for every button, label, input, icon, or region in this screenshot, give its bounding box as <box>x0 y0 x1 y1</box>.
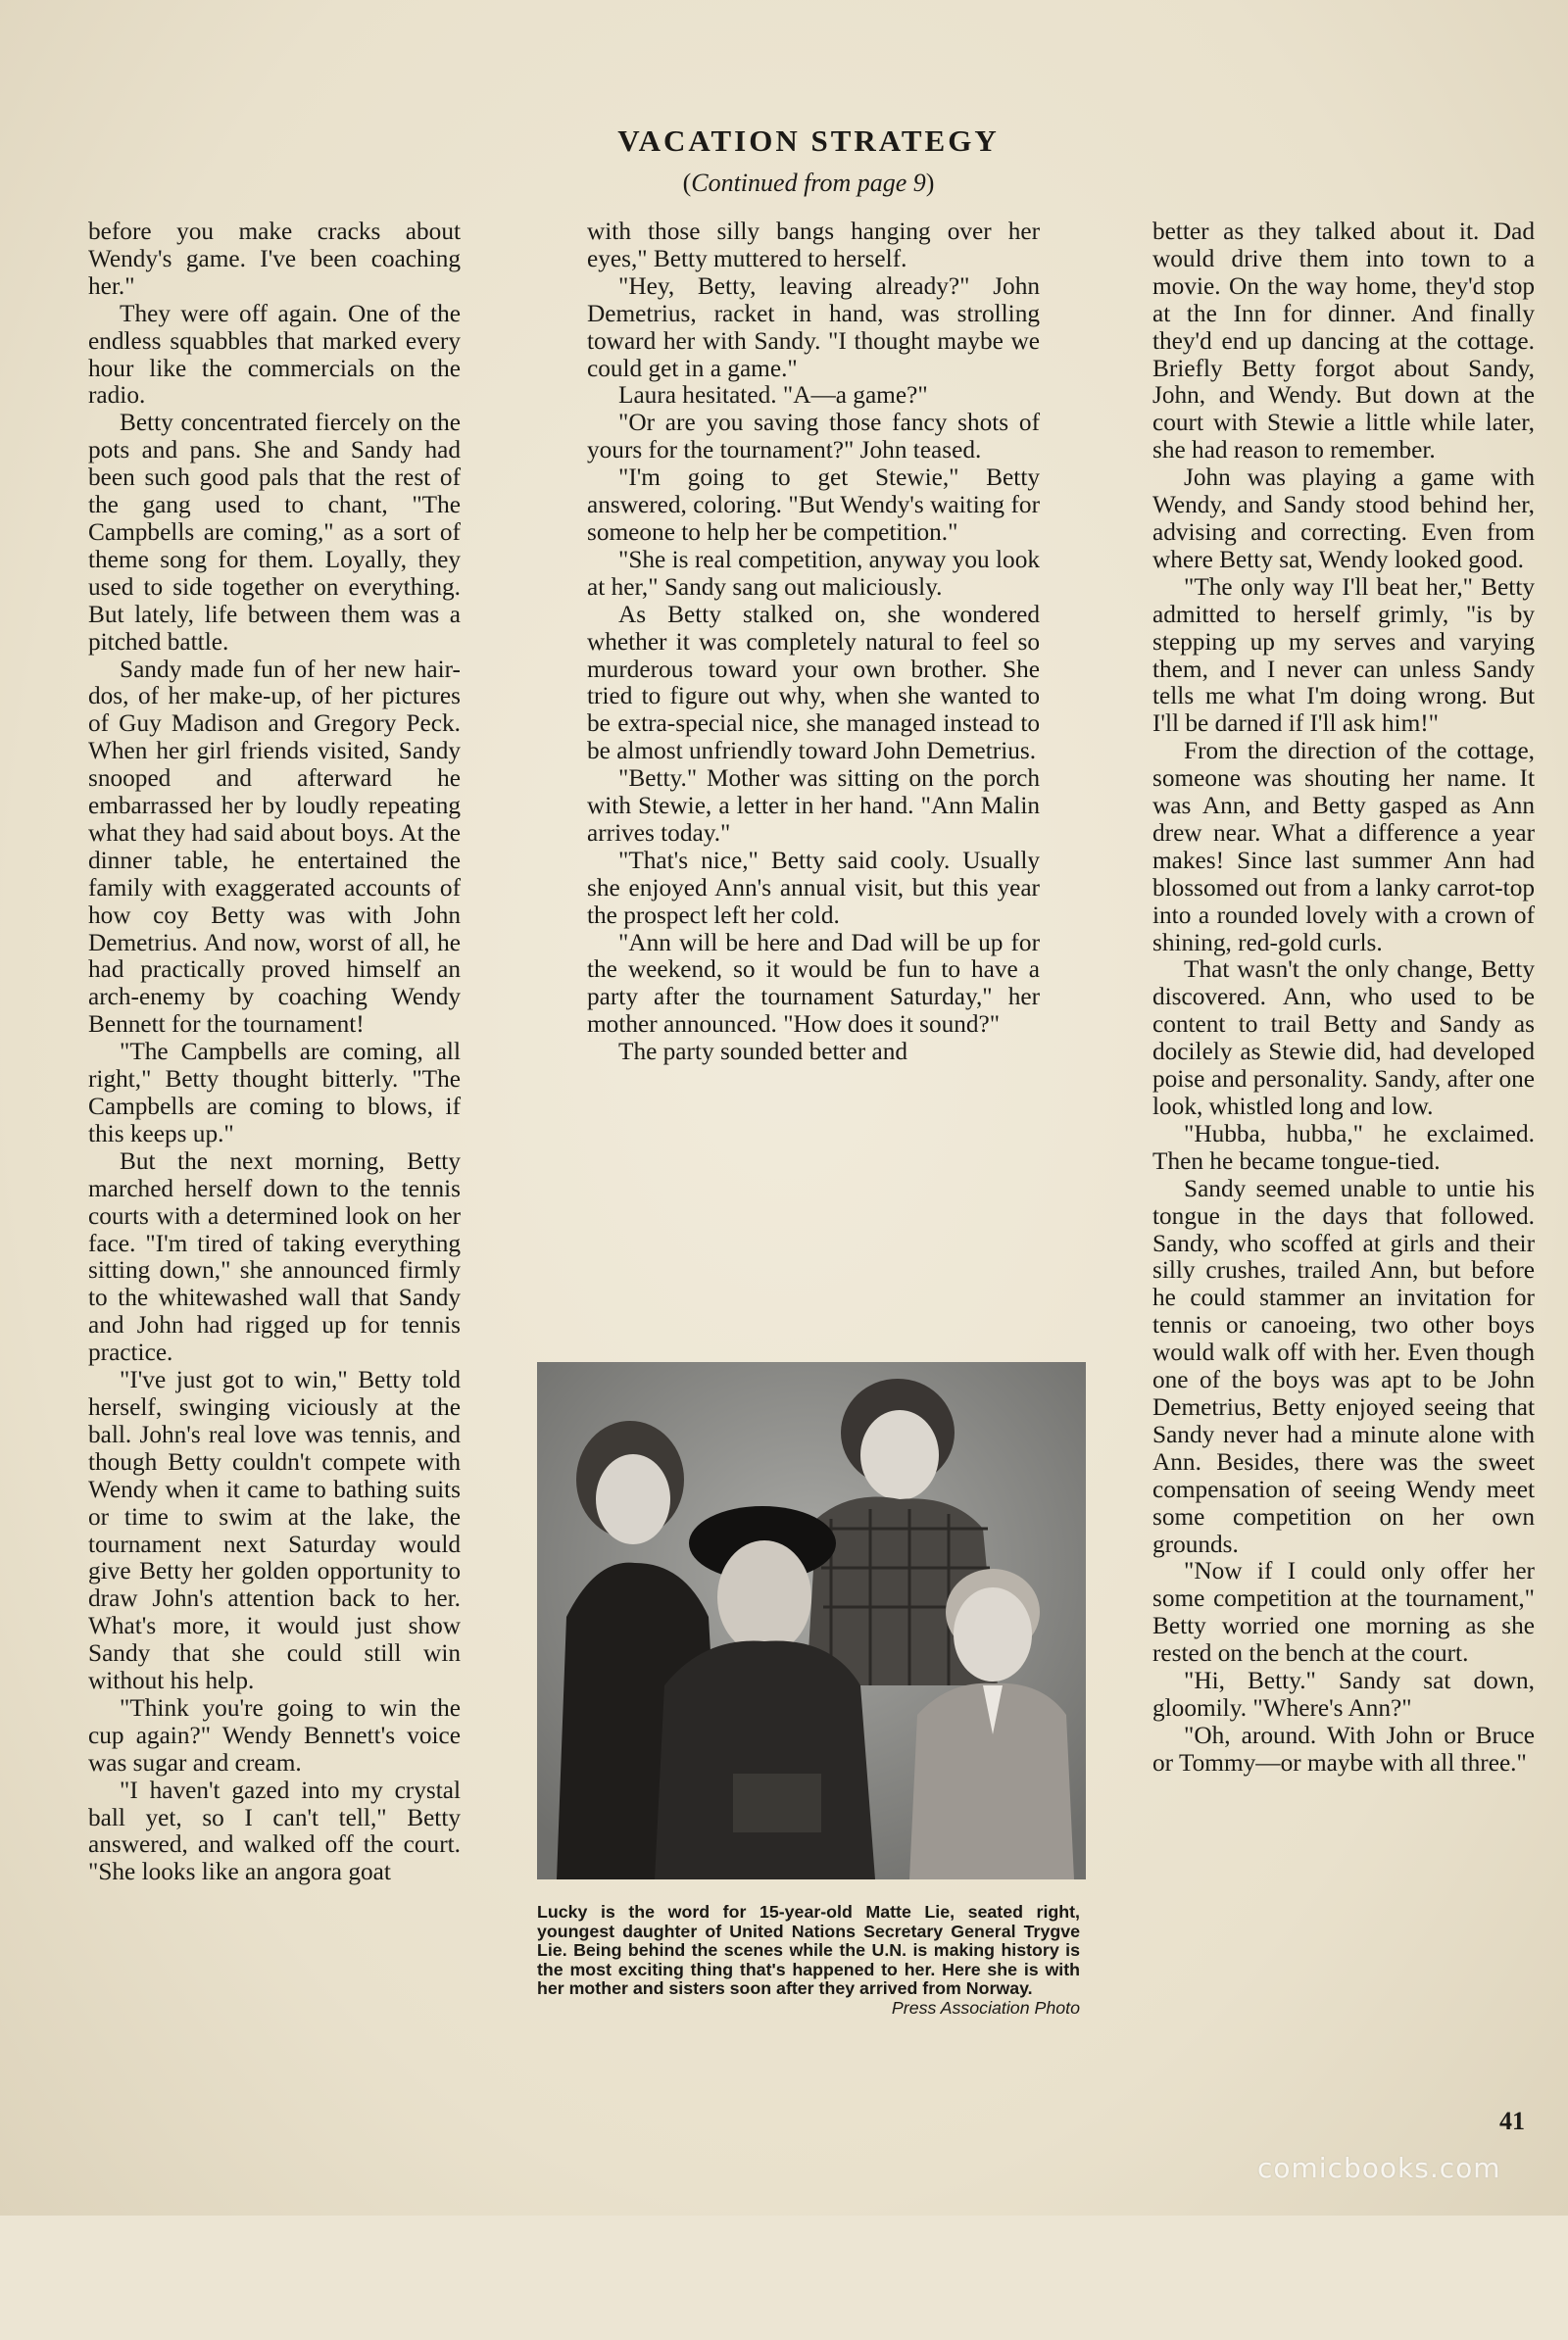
paragraph: with those silly bangs hanging over her eyes," Betty muttered to herself. <box>587 218 1040 272</box>
paragraph: Sandy seemed unable to untie his tongue in the days that followed. Sandy, who scoffed at girls and their silly crushes, trailed Ann, but before he could stammer an invitation for tennis or canoeing, two other boys would walk off with her. Even though one of the boys was apt to be John Demetrius, Betty enjoyed seeing that Sandy never had a minute alone with Ann. Besides, there was the sweet compensation of seeing Wendy meet some competition on her own grounds. <box>1152 1174 1535 1558</box>
paragraph: "Now if I could only offer her some competition at the tournament," Betty worried one morning as she rested on the bench at the court. <box>1152 1557 1535 1668</box>
paragraph: "Hey, Betty, leaving already?" John Demetrius, racket in hand, was strolling toward her with Sandy. "I thought maybe we could get in a game." <box>587 271 1040 382</box>
paragraph: "Hubba, hubba," he exclaimed. Then he became tongue-tied. <box>1152 1119 1535 1175</box>
paragraph: "I'm going to get Stewie," Betty answered, coloring. "But Wendy's waiting for someone to help her be competition." <box>587 463 1040 546</box>
paragraph: The party sounded better and <box>618 1038 908 1066</box>
photo-wrap-space <box>1086 1306 1152 2051</box>
paragraph: But the next morning, Betty marched herself down to the tennis courts with a determined look on her face. "I'm tired of taking everything sitting down," she announced firmly to the whitewashed wall that Sandy and John had rigged up for tennis practice. <box>88 1146 461 1367</box>
watermark: comicbooks.com <box>1257 2152 1501 2184</box>
paragraph: Laura hesitated. "A—a game?" <box>618 381 928 410</box>
paragraph: "Or are you saving those fancy shots of yours for the tournament?" John teased. <box>587 409 1040 464</box>
paragraph: before you make cracks about Wendy's game. I've been coaching her." <box>88 218 461 300</box>
paragraph: "I've just got to win," Betty told herself, swinging viciously at the ball. John's real love was tennis, and though Betty couldn't compete with Wendy when it came to bathing suits or time to swim at the lake, the tournament next Saturday would give Betty her golden opportunity to draw John's attention back to her. What's more, it would just show Sandy that she could still win without his help. <box>88 1366 461 1695</box>
paragraph: That wasn't the only change, Betty discovered. Ann, who used to be content to trail Betty and Sandy as docilely as Stewie did, had developed poise and personality. Sandy, after one look, whistled long and low. <box>1152 955 1535 1120</box>
paragraph: Sandy made fun of her new hair-dos, of her make-up, of her pictures of Guy Madison and Gregory Peck. When her girl friends visited, Sandy snooped and afterward he embarrassed her by loudly repeating what they had said about boys. At the dinner table, he entertained the family with exaggerated accounts of how coy Betty was with John Demetrius. And now, worst of all, he had practically proved himself an arch-enemy by coaching Wendy Bennett for the tournament! <box>88 655 461 1039</box>
paragraph: "That's nice," Betty said cooly. Usually she enjoyed Ann's annual visit, but this year the prospect left her cold. <box>587 846 1040 929</box>
paragraph: "Betty." Mother was sitting on the porch with Stewie, a letter in her hand. "Ann Malin arrives today." <box>587 764 1040 847</box>
continued-text: Continued from page 9 <box>691 169 926 197</box>
family-photo <box>537 1362 1086 1879</box>
paragraph: As Betty stalked on, she wondered whether it was completely natural to feel so murderous toward your own brother. She tried to figure out why, when she wanted to be extra-special nice, she managed instead to be almost unfriendly toward John Demetrius. <box>587 600 1040 765</box>
photo-wrap-space <box>461 1321 539 2340</box>
paragraph: They were off again. One of the endless squabbles that marked every hour like the commercials on the radio. <box>88 299 461 410</box>
paragraph: "The only way I'll beat her," Betty admitted to herself grimly, "is by stepping up my serves and varying them, and I never can unless Sandy tells me what I'm doing wrong. But I'll be darned if I'll ask him!" <box>1152 572 1535 738</box>
column-1 <box>88 219 539 2100</box>
paragraph: "Think you're going to win the cup again?" Wendy Bennett's voice was sugar and cream. <box>88 1693 461 1777</box>
continued-note: (Continued from page 9) <box>682 169 935 197</box>
paragraph: From the direction of the cottage, someone was shouting her name. It was Ann, and Betty gasped as Ann drew near. What a difference a year makes! Since last summer Ann had blossomed out from a lanky carrot-top into a rounded lovely with a crown of shining, red-gold curls. <box>1152 737 1535 956</box>
paragraph: "Oh, around. With John or Bruce or Tommy—or maybe with all three." <box>1152 1721 1535 1777</box>
page-number: 41 <box>1499 2107 1525 2135</box>
paragraph: better as they talked about it. Dad would drive them into town to a movie. On the way home, they'd stop at the Inn for dinner. And finally they'd end up dancing at the cottage. Briefly Betty forgot about Sandy, John, and Wendy. But down at the court with Stewie a little while later, she had reason to remember. <box>1152 218 1535 464</box>
paragraph: "Ann will be here and Dad will be up for the weekend, so it would be fun to have a party after the tournament Saturday," her mother announced. "How does it sound?" <box>587 928 1040 1039</box>
photo-credit: Press Association Photo <box>891 1997 1080 2018</box>
family-photo-illustration <box>537 1362 1086 1879</box>
story-title: VACATION STRATEGY <box>617 123 1000 158</box>
paragraph: "The Campbells are coming, all right," Betty thought bitterly. "The Campbells are coming to blows, if this keeps up." <box>88 1038 461 1147</box>
caption-text: Lucky is the word for 15-year-old Matte Lie, seated right, youngest daughter of United Nations Secretary General Trygve Lie. Being behind the scenes while the U.N. is making history is the most exciting thing that's happened to her. Here she is with her mother and sisters soon after they arrived from Norway. <box>537 1902 1080 1999</box>
paragraph: John was playing a game with Wendy, and Sandy stood behind her, advising and correcting. Even from where Betty sat, Wendy looked good. <box>1152 463 1535 573</box>
photo-caption <box>537 1903 1080 2019</box>
paragraph: "Hi, Betty." Sandy sat down, gloomily. "Where's Ann?" <box>1152 1667 1535 1722</box>
column-3 <box>1086 219 1535 2100</box>
paragraph: "I haven't gazed into my crystal ball yet, so I can't tell," Betty answered, and walked off the court. "She looks like an angora goat <box>88 1776 461 1886</box>
paragraph: Betty concentrated fiercely on the pots and pans. She and Sandy had been such good pals that the rest of the gang used to chant, "The Campbells are coming," as a sort of theme song for them. Loyally, they used to side together on everything. But lately, life between them was a pitched battle. <box>88 409 461 656</box>
paragraph: "She is real competition, anyway you look at her," Sandy sang out maliciously. <box>587 545 1040 601</box>
column-2 <box>587 219 1040 1066</box>
